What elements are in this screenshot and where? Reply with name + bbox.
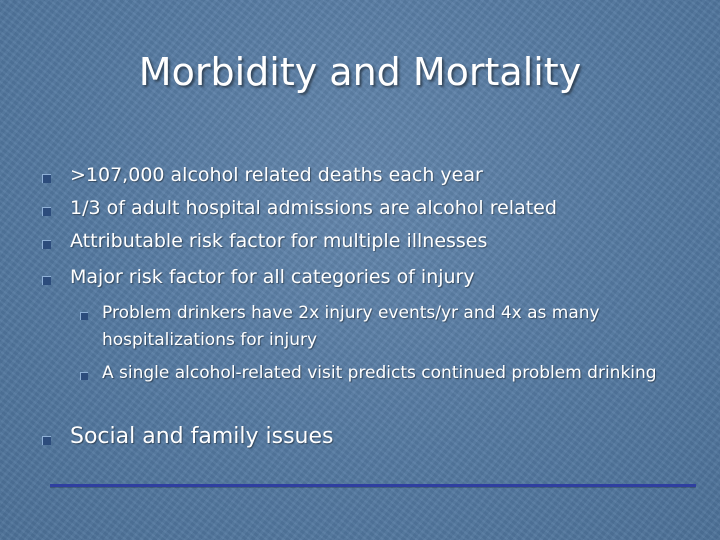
bullet-admissions: 1/3 of adult hospital admissions are alcohol related	[70, 197, 557, 219]
bullet-square-icon	[42, 436, 51, 445]
bullet-square-icon	[42, 276, 51, 285]
sub-bullet-single-visit: A single alcohol-related visit predicts continued problem drinking	[102, 363, 657, 383]
sub-bullet-problem-drinkers: Problem drinkers have 2x injury events/yr and 4x as many hospitalizations for injury	[102, 303, 600, 350]
bullet-square-icon	[42, 174, 51, 183]
bullet-social-family: Social and family issues	[70, 424, 334, 449]
sub-bullet-square-icon	[80, 372, 88, 380]
bottom-divider	[50, 484, 696, 487]
slide-title: Morbidity and Mortality	[138, 50, 582, 94]
bullet-deaths: >107,000 alcohol related deaths each year	[70, 164, 483, 186]
bullet-risk-injury: Major risk factor for all categories of injury	[70, 266, 475, 288]
sub-bullet-square-icon	[80, 312, 88, 320]
bullet-square-icon	[42, 240, 51, 249]
bullet-risk-illnesses: Attributable risk factor for multiple illnesses	[70, 230, 488, 252]
bullet-square-icon	[42, 207, 51, 216]
